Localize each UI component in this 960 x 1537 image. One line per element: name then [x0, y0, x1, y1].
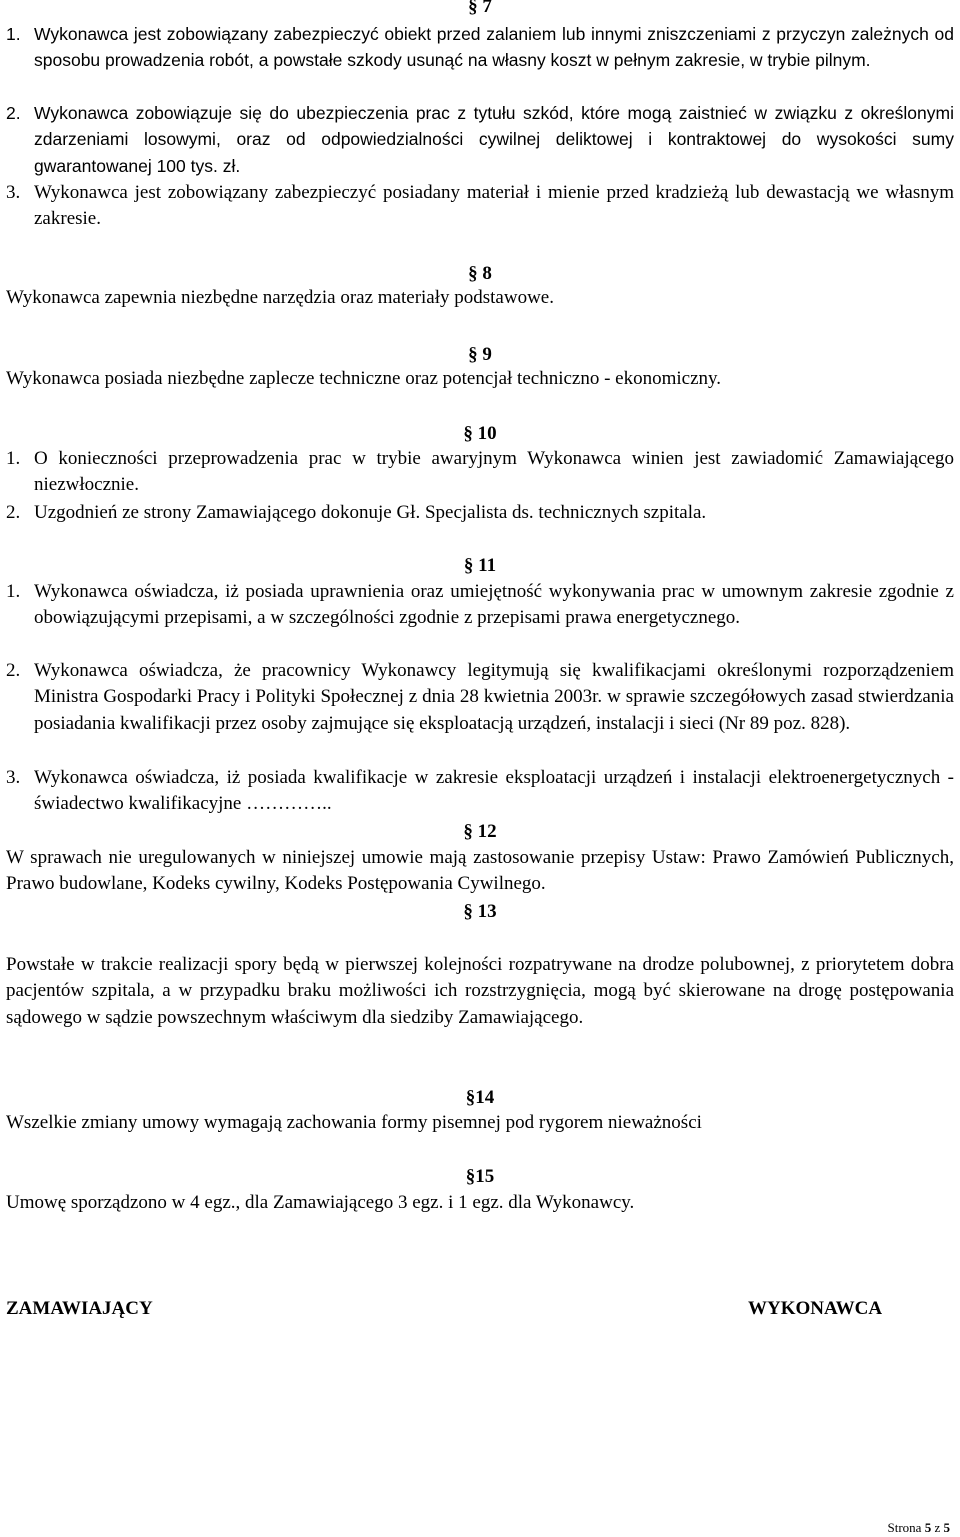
item-number: 3.	[6, 182, 21, 203]
footer-page-total: 5	[943, 1520, 950, 1535]
section-11-item-1	[6, 579, 954, 632]
section-11-item-3	[6, 765, 954, 818]
section-heading-14: §14	[465, 1087, 495, 1108]
section-heading-8: § 8	[468, 263, 492, 284]
item-text: Wykonawca zobowiązuje się do ubezpieczenia prac z tytułu szkód, które mogą zaistnieć w związku z określonymi zdarzeniami losowymi, oraz od odpowiedzialności cywilnej deliktowej i kontraktowej do wysokości sumy gwarantowanej 100 tys. zł.	[34, 103, 954, 176]
item-text: Wykonawca oświadcza, iż posiada kwalifikacje w zakresie eksploatacji urządzeń i instalacji elektroenergetycznych - świadectwo kwalifikacyjne …………..	[34, 767, 954, 815]
item-text: O konieczności przeprowadzenia prac w trybie awaryjnym Wykonawca winien jest zawiadomić Zamawiającego niezwłocznie.	[34, 448, 954, 496]
section-11-item-2	[6, 658, 954, 737]
section-10-item-2	[6, 500, 954, 526]
page-footer	[888, 1521, 950, 1535]
section-7-item-3	[6, 180, 954, 233]
item-number: 1.	[6, 581, 21, 602]
section-heading-11: § 11	[463, 555, 497, 576]
item-text: Wykonawca jest zobowiązany zabezpieczyć posiadany materiał i mienie przed kradzieżą lub dewastacją we własnym zakresie.	[34, 182, 954, 230]
item-text: Wykonawca oświadcza, że pracownicy Wykonawcy legitymują się kwalifikacjami określonymi rozporządzeniem Ministra Gospodarki Pracy i Polityki Społecznej z dnia 28 kwietnia 2003r. w sprawie szczegółowych zasad stwierdzania posiadania kwalifikacji przez osoby zajmujące się eksploatacją urządzeń, instalacji i sieci (Nr 89 poz. 828).	[34, 660, 954, 734]
section-9-text: Wykonawca posiada niezbędne zaplecze techniczne oraz potencjał techniczno - ekonomiczny.	[6, 368, 722, 389]
item-number: 2.	[6, 502, 21, 523]
section-heading-15: §15	[465, 1166, 495, 1187]
section-14-text: Wszelkie zmiany umowy wymagają zachowania formy pisemnej pod rygorem nieważności	[6, 1112, 702, 1133]
signature-label-contractor: WYKONAWCA	[748, 1298, 883, 1319]
item-number: 1.	[6, 24, 21, 44]
footer-label: Strona	[887, 1520, 922, 1535]
section-7-item-1	[6, 21, 954, 74]
section-15-text: Umowę sporządzono w 4 egz., dla Zamawiającego 3 egz. i 1 egz. dla Wykonawcy.	[6, 1192, 635, 1213]
item-text: Wykonawca jest zobowiązany zabezpieczyć obiekt przed zalaniem lub innymi zniszczeniami z przyczyn zależnych od sposobu prowadzenia robót, a powstałe szkody usunąć na własny koszt w pełnym zakresie, w trybie pilnym.	[34, 24, 954, 71]
section-12-text: W sprawach nie uregulowanych w niniejszej umowie mają zastosowanie przepisy Ustaw: Prawo Zamówień Publicznych, Prawo budowlane, Kodeks cywilny, Kodeks Postępowania Cywilnego.	[6, 847, 954, 895]
signature-label-contracting-party: ZAMAWIAJĄCY	[6, 1298, 153, 1319]
item-number: 2.	[6, 103, 21, 123]
footer-page-number: 5	[924, 1520, 932, 1535]
section-heading-13: § 13	[463, 901, 497, 922]
section-heading-9: § 9	[468, 344, 492, 365]
section-8-text: Wykonawca zapewnia niezbędne narzędzia oraz materiały podstawowe.	[6, 287, 554, 308]
section-10-item-1	[6, 446, 954, 499]
item-number: 3.	[6, 767, 21, 788]
item-number: 1.	[6, 448, 21, 469]
section-13-text: Powstałe w trakcie realizacji spory będą w pierwszej kolejności rozpatrywane na drodze polubownej, z priorytetem dobra pacjentów szpitala, a w przypadku braku możliwości ich rozstrzygnięcia, mogą być skierowane na drogę postępowania sądowego w sądzie powszechnym właściwym dla siedziby Zamawiającego.	[6, 954, 954, 1028]
section-7-item-2	[6, 100, 954, 179]
footer-of: z	[934, 1520, 941, 1535]
item-text: Wykonawca oświadcza, iż posiada uprawnienia oraz umiejętność wykonywania prac w umownym zakresie zgodnie z obowiązującymi przepisami, a w szczególności zgodnie z przepisami prawa energetycznego.	[34, 581, 954, 629]
item-text: Uzgodnień ze strony Zamawiającego dokonuje Gł. Specjalista ds. technicznych szpitala.	[34, 502, 707, 523]
item-number: 2.	[6, 660, 21, 681]
section-heading-12: § 12	[463, 821, 497, 842]
section-heading-7: § 7	[468, 0, 492, 17]
section-heading-10: § 10	[463, 423, 497, 444]
